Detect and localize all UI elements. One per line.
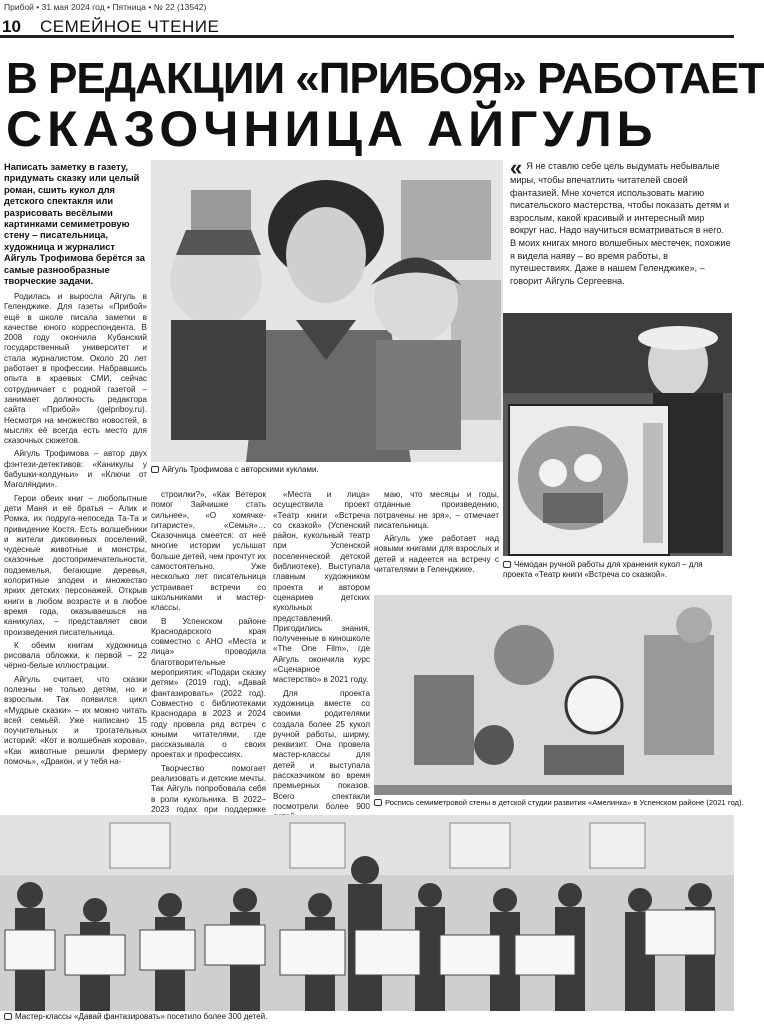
paragraph: Айгуль считает, что сказки полезны не только детям, но и взрослым. Так появился цикл «Мудрые сказки» – их можно читать всей семьёй. Уже написано 15 поучительных и трогательных историй: «Кот и волшебная корова», «Как животные решили фермеру помочь», «Дракон, и у тебя на- [4,674,147,767]
paragraph: Айгуль Трофимова – автор двух фэнтези-детективов: «Каникулы у бабушки-колдуньи» и «Ключи от Маголяндии». [4,449,147,490]
pull-quote: « Я не ставлю себе цель выдумать небывалые миры, чтобы впечатлить читателей своей фантазией. Мне хочется использовать магию писательского мастерства, чтобы показать детям и взрослым, какой красивый и интересный мир вокруг нас. Надо научиться всматриваться в него. В моих книгах много волшебных местечек, похожие я видела наяву – во время работы, в путешествиях. Даже в нашем Геленджике», – говорит Айгуль Сергеевна. [510,155,731,286]
author-with-puppets-image [151,160,503,462]
paragraph: Родилась и выросла Айгуль в Геленджике. Для газеты «Прибой» ещё в школе писала заметки в качестве юного корреспондента. В 2008 году окончила Кубанский государственный университет и стала журналистом. Около 20 лет работает в профессии. Набравшись опыта в краевых СМИ, сейчас сотрудничает с родной газетой – занимает должность редактора сайта «Прибой» (gelpriboy.ru). Несмотря на множество новостей, в мыслях её всегда есть место для сказочных сюжетов. [4,292,147,446]
paragraph: Творчество помогает реализовать и детские мечты. Так Айгуль попробовала себя в роли кукольника. В 2022–2023 годах при поддержке [151,763,266,814]
main-photo [151,160,503,462]
weekday: Пятница [112,2,147,12]
headline-line-2: СКАЗОЧНИЦА АЙГУЛЬ [6,101,658,157]
camera-icon [503,561,511,568]
article-column-2 [151,490,266,815]
section-title: СЕМЕЙНОЕ ЧТЕНИЕ [40,17,220,36]
camera-icon [151,466,159,473]
issue-date: 31 мая 2024 год [41,2,105,12]
paragraph: строилки?», «Как Ветерок помог Зайчишке стать сильнее», «О хомячке-гитаристе», «Семья»… Сказочница смеется: от неё многие истории услышат больше детей, чем прочтут их самостоятельно. Уже несколько лет писательница устраивает встречи со школьниками и мастер-классы. [151,490,266,613]
article-column-3 [273,490,370,815]
headline-line-1: В РЕДАКЦИИ «ПРИБОЯ» РАБОТАЕТ [6,54,764,103]
suitcase-photo [503,313,732,556]
issue-number: № 22 (13542) [153,2,207,12]
paragraph: В Успенском районе Краснодарского края совместно с АНО «Места и лица» проводила благотворительные мероприятия: «Подари сказку детям» (2019 год), «Давай фантазировать» (2022 год). Совместно с библиотеками Краснодара в 2023 и 2024 году провела ряд встреч с юными читателями, где рассказывала о своих проектах и профессиях. [151,616,266,760]
paper-name: Прибой [4,2,34,12]
children-group-image [0,815,734,1011]
page-number: 10 [2,17,21,36]
paragraph: маю, что месяцы и годы, отданные произведению, потрачены не зря», – отмечает писательница. [374,490,499,530]
suitcase-image [503,313,732,556]
suitcase-caption: Чемодан ручной работы для хранения кукол – для проекта «Театр книги «Встреча со сказкой». [503,560,703,579]
article-column-1 [4,292,147,812]
article-column-4 [374,490,499,590]
paragraph: Для проекта художница вместе со своими родителями создала более 25 кукол ручной работы, ширму, реквизит. Она провела мастер-классы для детей и выступала рассказчиком во время премьерных показов. Всего спектакли посмотрели более 900 [273,688,370,811]
mural-photo [374,595,732,795]
paragraph: К обеим книгам художница рисовала обложки, к первой – 22 чёрно-белые иллюстрации. [4,640,147,671]
paragraph: «Места и лица» осуществила проект «Театр книги «Встреча со сказкой» (Успенский район, кукольный театр при Успенской поселенческой детской библиотеке). Выступала главным художником проекта и автором сценариев детских кукольных представлений. Пригодились знания, полученные в киношколе «The One Film», где Айгуль окончила курс «Сценарное мастерство» в 2021 году. [273,490,370,685]
article-lead: Написать заметку в газету, придумать сказку или целый роман, сшить кукол для детского спектакля или разрисовать весёлыми картинками семиметровую стену – писательница, художница и журналист Айгуль Трофимова берётся за самые разнообразные творческие задачи. [4,162,145,287]
paragraph: Айгуль уже работает над новыми книгами для взрослых и детей и надеется на встречу с читателями в Геленджике. [374,534,499,575]
group-photo-caption: Мастер-классы «Давай фантазировать» посетило более 300 детей. [4,1012,267,1021]
camera-icon [4,1013,12,1020]
main-photo-caption: Айгуль Трофимова с авторскими куклами. [151,465,319,474]
mural-image [374,595,732,795]
page-header-info: Прибой • 31 мая 2024 год • Пятница • № 22 (13542) [4,2,207,12]
quote-mark-icon: « [510,155,523,180]
paragraph: Герои обеих книг – любопытные дети Маня и её братья – Алик и Ромка, их подруга-непоседа Та-Та и привидение Костя. Есть волшебники и жители диковинных поселений, чудесные животные и монстры, сказочные достопримечательности, подземелья, бегающие деревья, колоритные злодеи и множество ярких детских персонажей. Открыв книги в любом возрасте и в любое время года, оказываешься на каникулах, – представляет свои произведения писательница. [4,493,147,637]
group-photo [0,815,734,1011]
camera-icon [374,799,382,806]
mural-caption: Роспись семиметровой стены в детской студии развития «Амелинка» в Успенском районе (2021 год). [374,798,744,807]
